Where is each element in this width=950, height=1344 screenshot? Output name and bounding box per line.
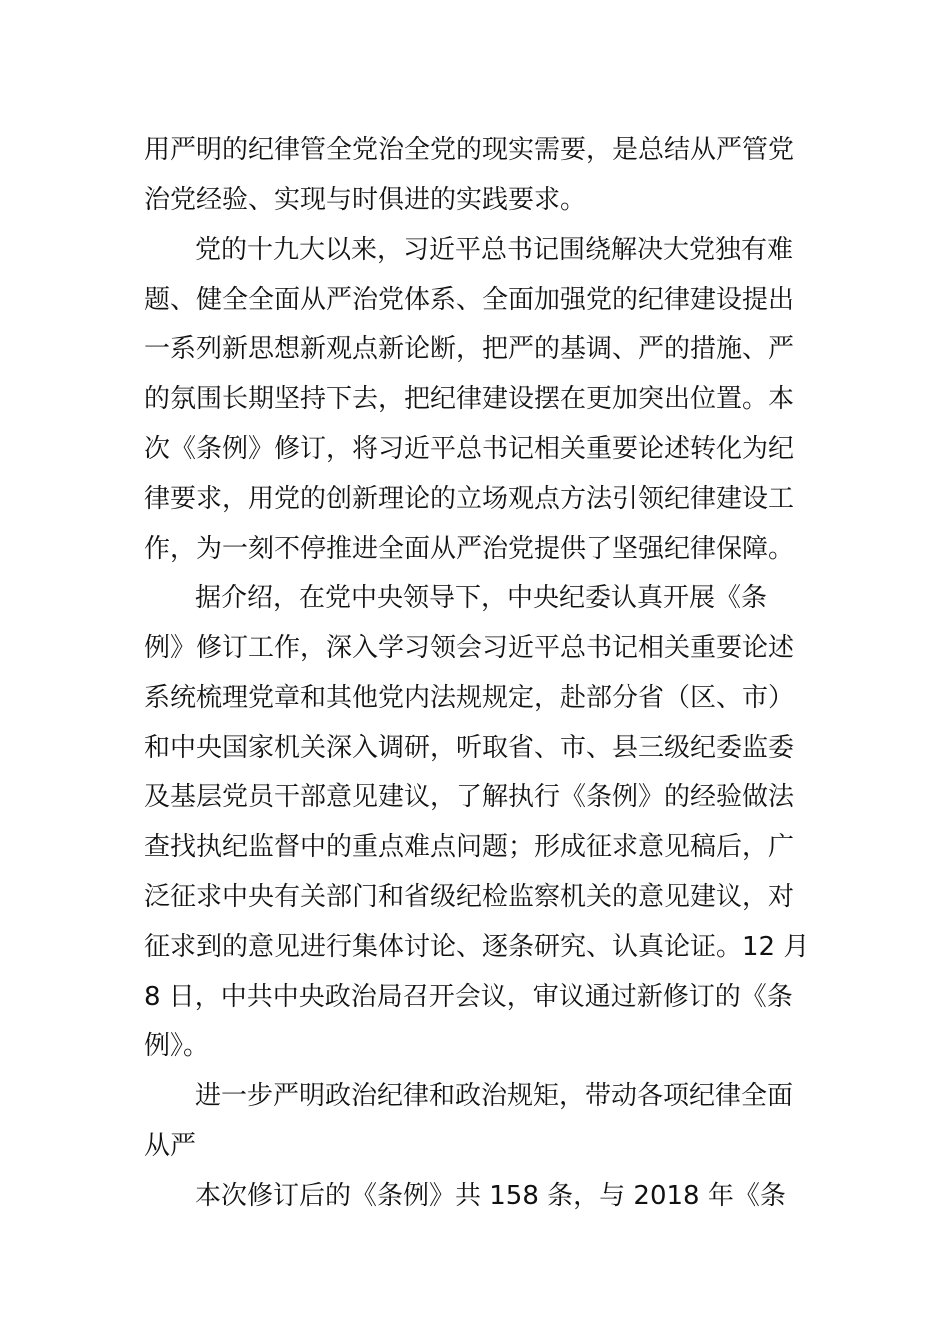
text-line: 用严明的纪律管全党治全党的现实需要，是总结从严管党 bbox=[144, 135, 795, 165]
text-line: 治党经验、实现与时俱进的实践要求。 bbox=[144, 185, 587, 215]
section-heading-line: 进一步严明政治纪律和政治规矩，带动各项纪律全面 bbox=[195, 1081, 794, 1111]
section-heading-line: 从严 bbox=[144, 1131, 197, 1161]
text-line: 和中央国家机关深入调研，听取省、市、县三级纪委监委 bbox=[144, 733, 795, 763]
text-line: 律要求，用党的创新理论的立场观点方法引领纪律建设工 bbox=[144, 484, 795, 514]
text-line: 一系列新思想新观点新论断，把严的基调、严的措施、严 bbox=[144, 334, 795, 364]
text-line: 及基层党员干部意见建议，了解执行《条例》的经验做法 bbox=[144, 782, 795, 812]
text-line: 征求到的意见进行集体讨论、逐条研究、认真论证。12 月 bbox=[144, 932, 810, 962]
text-line: 系统梳理党章和其他党内法规规定，赴部分省（区、市） bbox=[144, 683, 795, 713]
text-line: 例》。 bbox=[144, 1031, 210, 1061]
text-line: 题、健全全面从严治党体系、全面加强党的纪律建设提出 bbox=[144, 285, 795, 315]
text-line: 泛征求中央有关部门和省级纪检监察机关的意见建议，对 bbox=[144, 882, 795, 912]
text-line: 查找执纪监督中的重点难点问题；形成征求意见稿后，广 bbox=[144, 832, 795, 862]
paragraph-first-line: 本次修订后的《条例》共 158 条，与 2018 年《条 bbox=[195, 1181, 786, 1211]
text-line: 8 日，中共中央政治局召开会议，审议通过新修订的《条 bbox=[144, 982, 793, 1012]
paragraph-first-line: 据介绍，在党中央领导下，中央纪委认真开展《条 bbox=[195, 583, 768, 613]
paragraph-first-line: 党的十九大以来，习近平总书记围绕解决大党独有难 bbox=[195, 235, 794, 265]
text-line: 的氛围长期坚持下去，把纪律建设摆在更加突出位置。本 bbox=[144, 384, 795, 414]
text-line: 次《条例》修订，将习近平总书记相关重要论述转化为纪 bbox=[144, 434, 795, 464]
text-line: 作，为一刻不停推进全面从严治党提供了坚强纪律保障。 bbox=[144, 534, 795, 564]
text-line: 例》修订工作，深入学习领会习近平总书记相关重要论述 bbox=[144, 633, 795, 663]
